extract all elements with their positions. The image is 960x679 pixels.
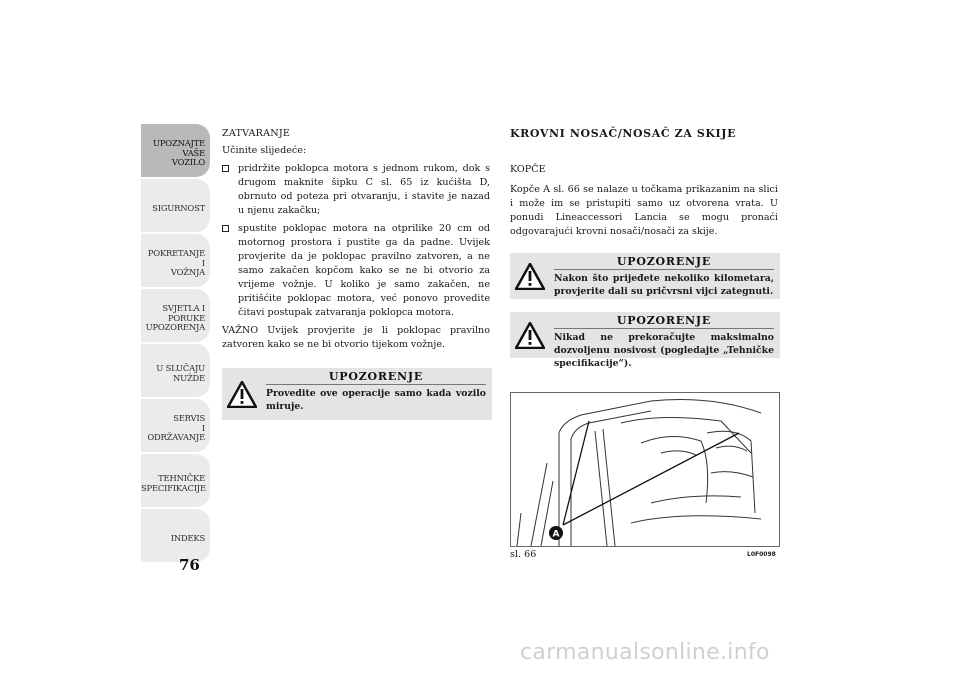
tab-indeks[interactable]: INDEKS — [141, 509, 210, 562]
warning-box — [222, 368, 492, 420]
warning-text: Nakon što prijeđete nekoliko kilometara, provjerite dali su pričvrsni vijci zategnuti. — [554, 273, 774, 297]
warning-title: UPOZORENJE — [266, 370, 486, 385]
callout-a-label: A — [552, 529, 560, 540]
tab-pokretanje-i-voznja[interactable]: POKRETANJE I VOŽNJA — [141, 234, 210, 287]
intro-text: Učinite slijedeće: — [222, 145, 307, 156]
warning-title: UPOZORENJE — [554, 255, 774, 270]
tab-u-slucaju-nuzde[interactable]: U SLUČAJU NUŽDE — [141, 344, 210, 397]
right-column — [510, 127, 778, 239]
warning-box — [510, 312, 780, 369]
warning-text: Nikad ne prekoračujte maksimalno dozvoljenu nosivost (pogledajte „Tehničke specifikacije“). — [554, 332, 774, 369]
left-column — [222, 127, 490, 352]
section-subhead: ZATVARANJE — [222, 128, 291, 139]
roof-rack-figure — [510, 392, 780, 547]
warning-triangle-icon — [510, 253, 550, 299]
watermark: carmanualsonline.info — [520, 640, 770, 665]
checkbox-bullet-icon — [222, 165, 229, 172]
body-paragraph: Kopče A sl. 66 se nalaze u točkama prikazanim na slici i može im se pristupiti samo uz otvorena vrata. U ponudi Lineaccessori Lancia se mogu pronaći odgovarajući krovni nosači/nosači za skije. — [510, 184, 778, 237]
warning-box — [510, 253, 780, 299]
instruction-list — [222, 162, 490, 320]
warning-triangle-icon — [510, 312, 550, 358]
tab-tehnicke-specifikacije[interactable]: TEHNIČKE SPECIFIKACIJE — [141, 454, 210, 507]
list-item: pridržite poklopca motora s jednom rukom, dok s drugom maknite šipku C sl. 65 iz kućišta D, obrnuto od poteza pri otvaranju, i stavite je nazad u njenu zakačku; — [222, 162, 490, 218]
list-item: spustite poklopac motora na otprilike 20 cm od motornog prostora i pustite ga da padne. Uvijek provjerite da je poklopac pravilno zatvoren, a ne samo zakačen kopčom kako se ne bi otvorio za vrijeme vožnje. U koliko je samo zakačen, ne pritišćite poklopac motora, već ponovo provedite čitavi postupak zatvaranja poklopca motora. — [222, 222, 490, 320]
page-number: 76 — [179, 556, 200, 574]
section-subhead: KOPČE — [510, 164, 546, 175]
warning-text: Provedite ove operacije samo kada vozilo miruje. — [266, 388, 486, 412]
section-heading: KROVNI NOSAČ/NOSAČ ZA SKIJE — [510, 127, 737, 140]
warning-triangle-icon — [222, 368, 262, 420]
checkbox-bullet-icon — [222, 225, 229, 232]
tab-servis-i-odrzavanje[interactable]: SERVIS I ODRŽAVANJE — [141, 399, 210, 452]
tab-svjetla-i-poruke-upozorenja[interactable]: SVJETLA I PORUKE UPOZORENJA — [141, 289, 210, 342]
tab-upoznajte-vase-vozilo[interactable]: UPOZNAJTE VAŠE VOZILO — [141, 124, 210, 177]
car-door-illustration — [511, 393, 779, 546]
warning-title: UPOZORENJE — [554, 314, 774, 329]
figure-code: L0F0098 — [747, 551, 776, 558]
important-note: VAŽNO Uvijek provjerite je li poklopac pravilno zatvoren kako se ne bi otvorio tijekom vožnje. — [222, 325, 490, 350]
tab-sigurnost[interactable]: SIGURNOST — [141, 179, 210, 232]
figure-caption: sl. 66 — [510, 549, 537, 560]
